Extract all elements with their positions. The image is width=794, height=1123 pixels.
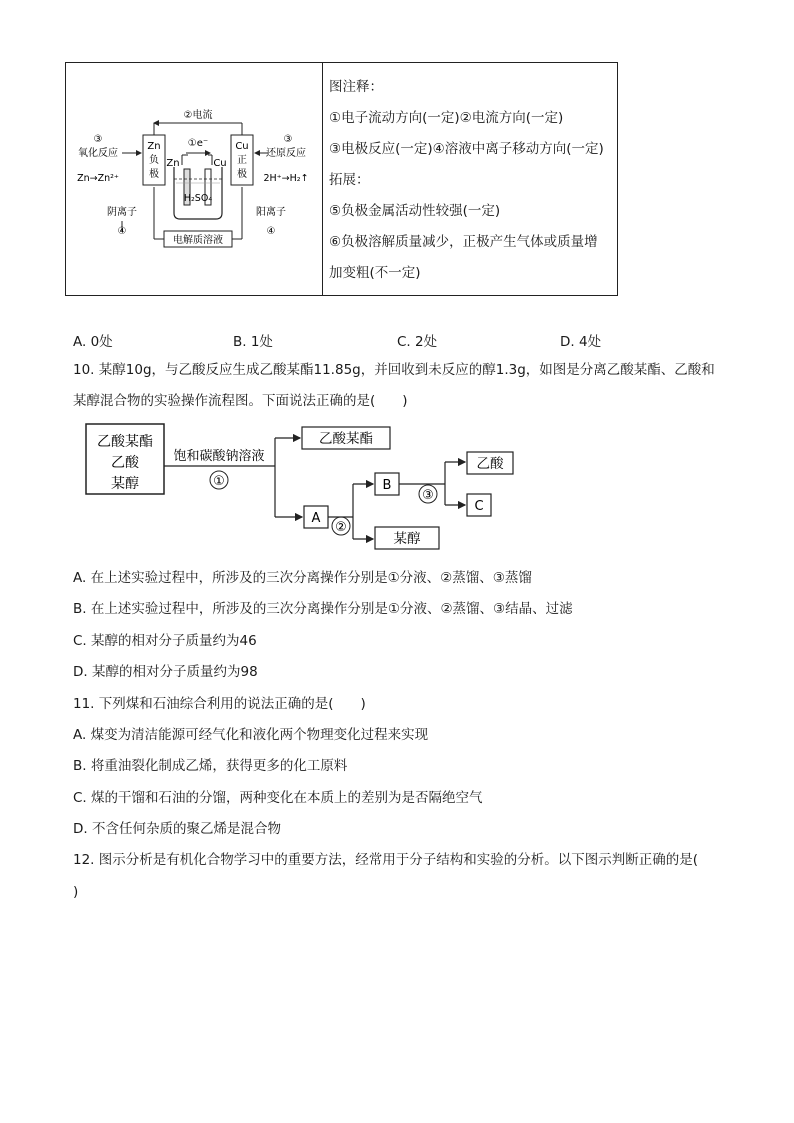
positive-label-1: 正 <box>237 155 247 166</box>
ester-label: 乙酸某酯 <box>319 431 373 447</box>
q11-option-a[interactable]: A. 煤变为清洁能源可经气化和液化两个物理变化过程来实现 <box>73 727 429 743</box>
electron-label: ①e⁻ <box>187 138 209 149</box>
positive-label-2: 极 <box>237 169 247 180</box>
num3-right: ③ <box>283 134 293 145</box>
q10-stem-line2: 某醇混合物的实验操作流程图。下面说法正确的是( ) <box>73 393 408 409</box>
q11-option-c[interactable]: C. 煤的干馏和石油的分馏，两种变化在本质上的差别为是否隔绝空气 <box>73 790 483 806</box>
galvanic-cell-diagram <box>66 63 322 291</box>
left-reaction: Zn→Zn²⁺ <box>77 173 119 184</box>
zn-label: Zn <box>147 141 161 152</box>
cu-label: Cu <box>235 141 249 152</box>
negative-label-1: 负 <box>149 155 159 166</box>
oxidation-label: 氧化反应 <box>78 148 118 159</box>
q10-option-a[interactable]: A. 在上述实验过程中，所涉及的三次分离操作分别是①分液、②蒸馏、③蒸馏 <box>73 570 532 586</box>
note-title: 图注释： <box>329 79 383 95</box>
num4-left: ④ <box>117 226 127 237</box>
q10-stem-line1: 10. 某醇10g，与乙酸反应生成乙酸某酯11.85g，并回收到未反应的醇1.3g，如图是分离乙酸某酯、乙酸和 <box>73 362 715 378</box>
anion-label: 阴离子 <box>107 207 137 218</box>
note-line-3: ⑤负极金属活动性较强(一定) <box>329 203 501 219</box>
right-reaction: 2H⁺→H₂↑ <box>263 173 309 184</box>
step2-label: ② <box>335 520 347 535</box>
q10-option-d[interactable]: D. 某醇的相对分子质量约为98 <box>73 664 258 680</box>
step1-label: ① <box>213 474 225 489</box>
reagent-label: 饱和碳酸钠溶液 <box>173 449 265 464</box>
current-label: ②电流 <box>183 110 213 121</box>
q12-stem-line1: 12. 图示分析是有机化合物学习中的重要方法，经常用于分子结构和实验的分析。以下图示判断正确的是( <box>73 852 699 868</box>
box-c-label: C <box>474 499 484 514</box>
note-line-2: ③电极反应(一定)④溶液中离子移动方向(一定) <box>329 141 604 157</box>
reduction-label: 还原反应 <box>266 148 306 159</box>
q10-option-c[interactable]: C. 某醇的相对分子质量约为46 <box>73 633 257 649</box>
q9-option-a[interactable]: A. 0处 <box>73 334 113 350</box>
mixture-line-3: 某醇 <box>111 476 139 492</box>
alcohol-label: 某醇 <box>393 531 421 547</box>
q11-option-b[interactable]: B. 将重油裂化制成乙烯，获得更多的化工原料 <box>73 758 348 774</box>
q9-option-c[interactable]: C. 2处 <box>397 334 438 350</box>
figure-table <box>65 62 618 296</box>
step3-label: ③ <box>422 488 434 503</box>
box-a-label: A <box>311 511 321 526</box>
note-line-4: ⑥负极溶解质量减少，正极产生气体或质量增 <box>329 234 598 250</box>
acid-label: 乙酸 <box>476 456 504 472</box>
separation-flowchart <box>85 422 515 552</box>
zn-electrode-label: Zn <box>166 158 180 169</box>
q11-option-d[interactable]: D. 不含任何杂质的聚乙烯是混合物 <box>73 821 281 837</box>
electrolyte-formula: H₂SO₄ <box>183 193 213 204</box>
note-expand-title: 拓展： <box>329 172 370 188</box>
mixture-line-2: 乙酸 <box>111 455 139 471</box>
note-line-1: ①电子流动方向(一定)②电流方向(一定) <box>329 110 564 126</box>
q11-stem: 11. 下列煤和石油综合利用的说法正确的是( ) <box>73 696 366 712</box>
box-b-label: B <box>382 478 392 493</box>
num3-left: ③ <box>93 134 103 145</box>
notes-cell <box>323 63 618 296</box>
q9-option-b[interactable]: B. 1处 <box>233 334 273 350</box>
mixture-line-1: 乙酸某酯 <box>97 434 153 450</box>
q12-stem-line2: ) <box>73 884 79 900</box>
q9-option-d[interactable]: D. 4处 <box>560 334 602 350</box>
note-line-5: 加变粗(不一定) <box>329 265 421 281</box>
cation-label: 阳离子 <box>256 207 286 218</box>
negative-label-2: 极 <box>149 169 159 180</box>
cu-electrode-label: Cu <box>213 158 227 169</box>
solution-label: 电解质溶液 <box>173 235 223 246</box>
cell-diagram-cell <box>66 63 323 296</box>
q10-option-b[interactable]: B. 在上述实验过程中，所涉及的三次分离操作分别是①分液、②蒸馏、③结晶、过滤 <box>73 601 573 617</box>
num4-right: ④ <box>266 226 276 237</box>
